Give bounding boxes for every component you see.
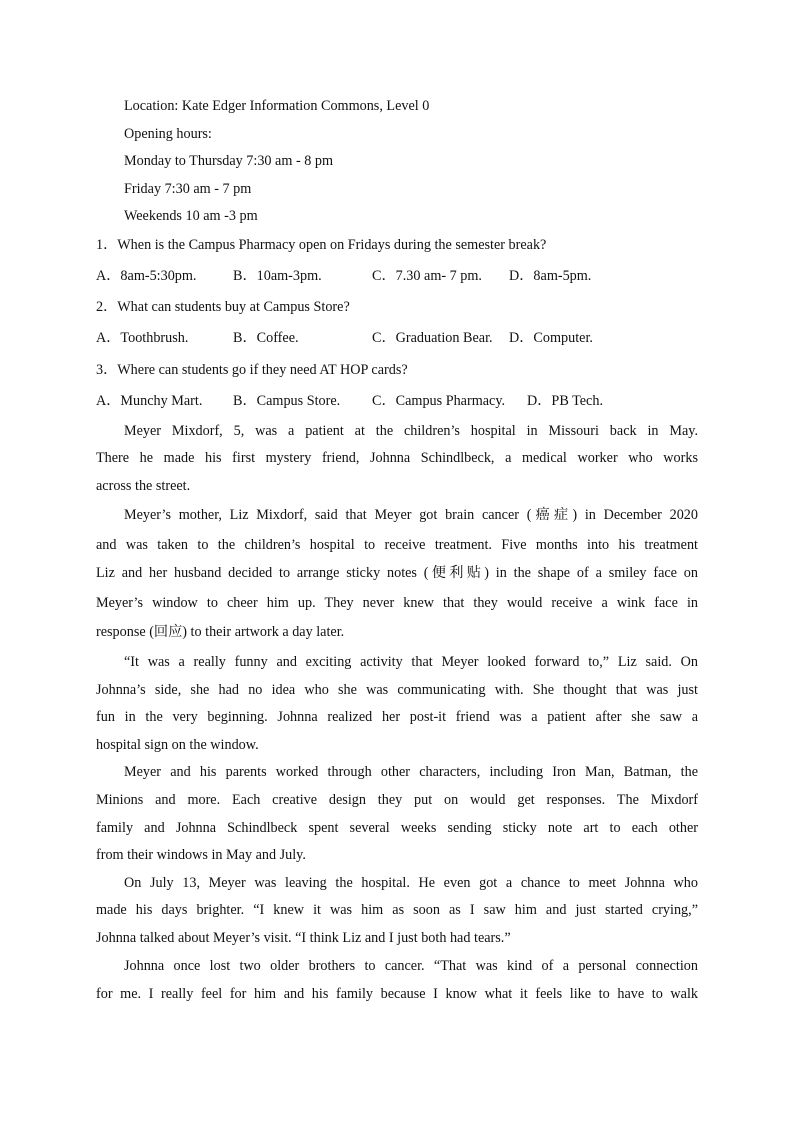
q2-option-d: D．Computer.: [509, 330, 593, 346]
q2-option-a: A．Toothbrush.: [96, 330, 189, 346]
passage-p3-line-3: fun in the very beginning. Johnna realized her post-it friend was a patient after she saw a: [96, 709, 698, 725]
q3-option-a: A．Munchy Mart.: [96, 393, 203, 409]
passage-p4-line-2: Minions and more. Each creative design they put on would get responses. The Mixdorf: [96, 792, 698, 808]
passage-p6-line-2: for me. I really feel for him and his family because I know what it feels like to have to walk: [96, 986, 698, 1002]
question-3-stem: 3．Where can students go if they need AT HOP cards?: [96, 362, 408, 378]
q1-option-a: A．8am-5:30pm.: [96, 268, 197, 284]
passage-p2-line-4: Meyer’s window to cheer him up. They never knew that they would receive a wink face in: [96, 595, 698, 611]
passage-p1-line-2: There he made his first mystery friend, Johnna Schindlbeck, a medical worker who works: [96, 450, 698, 466]
hours-weekends: Weekends 10 am -3 pm: [124, 208, 258, 224]
opening-hours-label: Opening hours:: [124, 126, 212, 142]
passage-p5-line-1: On July 13, Meyer was leaving the hospital. He even got a chance to meet Johnna who: [124, 875, 698, 891]
q1-option-d: D．8am-5pm.: [509, 268, 592, 284]
q3-option-d: D．PB Tech.: [527, 393, 603, 409]
q2-option-c: C．Graduation Bear.: [372, 330, 493, 346]
passage-p3-line-2: Johnna’s side, she had no idea who she was communicating with. She thought that was just: [96, 682, 698, 698]
passage-p5-line-3: Johnna talked about Meyer’s visit. “I think Liz and I just both had tears.”: [96, 930, 511, 946]
passage-p2-line-2: and was taken to the children’s hospital to receive treatment. Five months into his treatment: [96, 537, 698, 553]
q1-option-c: C．7.30 am- 7 pm.: [372, 268, 482, 284]
question-2-stem: 2．What can students buy at Campus Store?: [96, 299, 350, 315]
q3-option-b: B．Campus Store.: [233, 393, 341, 409]
location-line: Location: Kate Edger Information Commons, Level 0: [124, 98, 430, 114]
passage-p2-line-5: response (回应) to their artwork a day later.: [96, 624, 345, 640]
hours-mon-thu: Monday to Thursday 7:30 am - 8 pm: [124, 153, 333, 169]
passage-p3-line-1: “It was a really funny and exciting activity that Meyer looked forward to,” Liz said. On: [124, 654, 698, 670]
passage-p4-line-4: from their windows in May and July.: [96, 847, 306, 863]
passage-p3-line-4: hospital sign on the window.: [96, 737, 259, 753]
question-1-stem: 1．When is the Campus Pharmacy open on Fridays during the semester break?: [96, 237, 547, 253]
passage-p4-line-3: family and Johnna Schindlbeck spent several weeks sending sticky note art to each other: [96, 820, 698, 836]
passage-p2-line-3: Liz and her husband decided to arrange sticky notes (便利贴) in the shape of a smiley face on: [96, 565, 698, 581]
q1-option-b: B．10am-3pm.: [233, 268, 322, 284]
passage-p2-line-1: Meyer’s mother, Liz Mixdorf, said that Meyer got brain cancer (癌症) in December 2020: [124, 507, 698, 523]
passage-p1-line-1: Meyer Mixdorf, 5, was a patient at the children’s hospital in Missouri back in May.: [124, 423, 698, 439]
passage-p1-line-3: across the street.: [96, 478, 191, 494]
passage-p4-line-1: Meyer and his parents worked through other characters, including Iron Man, Batman, the: [124, 764, 698, 780]
hours-friday: Friday 7:30 am - 7 pm: [124, 181, 252, 197]
q2-option-b: B．Coffee.: [233, 330, 299, 346]
passage-p6-line-1: Johnna once lost two older brothers to cancer. “That was kind of a personal connection: [124, 958, 698, 974]
passage-p5-line-2: made his days brighter. “I knew it was him as soon as I saw him and just started crying,”: [96, 902, 698, 918]
q3-option-c: C．Campus Pharmacy.: [372, 393, 506, 409]
